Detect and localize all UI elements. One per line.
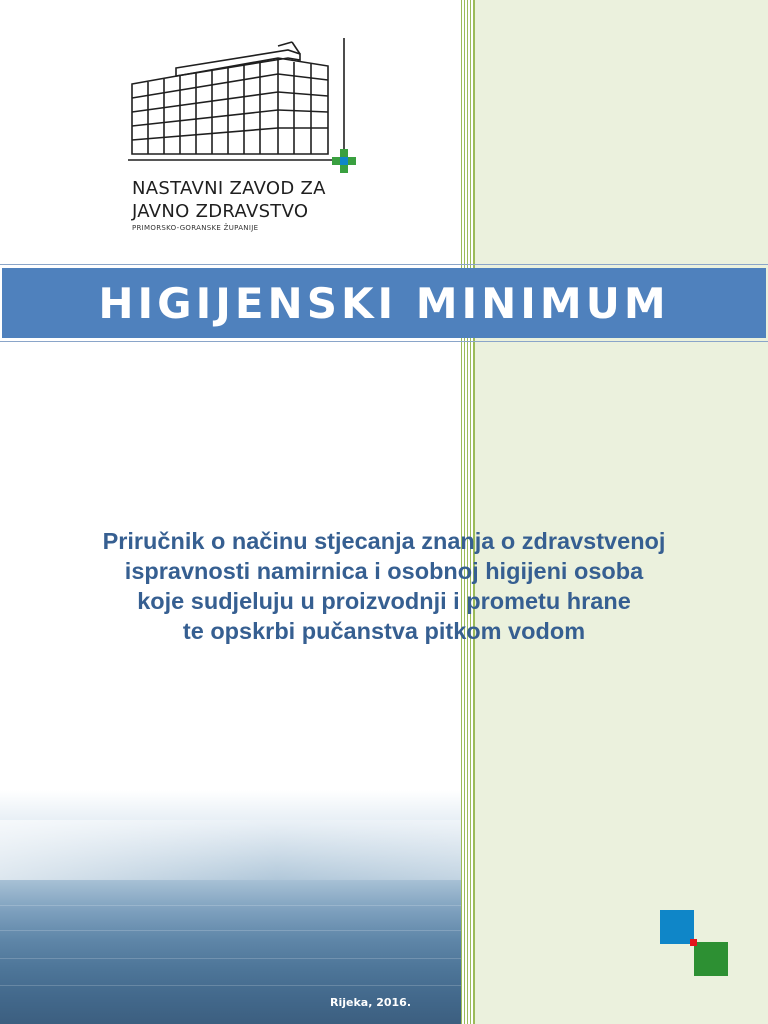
sea-wave bbox=[0, 985, 461, 986]
logo-org-line3: PRIMORSKO-GORANSKE ŽUPANIJE bbox=[132, 224, 259, 232]
red-square bbox=[690, 939, 697, 946]
subtitle-line: ispravnosti namirnica i osobnoj higijeni osoba bbox=[124, 558, 644, 584]
green-square bbox=[694, 942, 728, 976]
blue-square bbox=[660, 910, 694, 944]
green-side-panel bbox=[474, 0, 768, 1024]
sea-wave bbox=[0, 958, 461, 959]
vertical-line bbox=[461, 0, 462, 1024]
subtitle-line: Priručnik o načinu stjecanja znanja o zdravstvenoj bbox=[102, 528, 666, 554]
subtitle-line: te opskrbi pučanstva pitkom vodom bbox=[182, 618, 586, 644]
sea-wave bbox=[0, 905, 461, 906]
institute-logo bbox=[128, 36, 368, 241]
sea-haze bbox=[0, 820, 461, 880]
vertical-line bbox=[467, 0, 468, 1024]
logo-org-line1: NASTAVNI ZAVOD ZA bbox=[132, 178, 326, 199]
place-and-date: Rijeka, 2016. bbox=[330, 996, 412, 1009]
vertical-line bbox=[473, 0, 475, 1024]
vertical-line bbox=[464, 0, 465, 1024]
subtitle-line: koje sudjeluju u proizvodnji i prometu hrane bbox=[137, 588, 631, 614]
logo-org-line2: JAVNO ZDRAVSTVO bbox=[132, 201, 309, 222]
sea-wave bbox=[0, 930, 461, 931]
document-title: HIGIJENSKI MINIMUM bbox=[98, 278, 670, 328]
document-subtitle bbox=[0, 526, 768, 646]
title-banner bbox=[2, 268, 766, 338]
vertical-line bbox=[470, 0, 471, 1024]
building-with-cross-icon bbox=[128, 36, 368, 176]
